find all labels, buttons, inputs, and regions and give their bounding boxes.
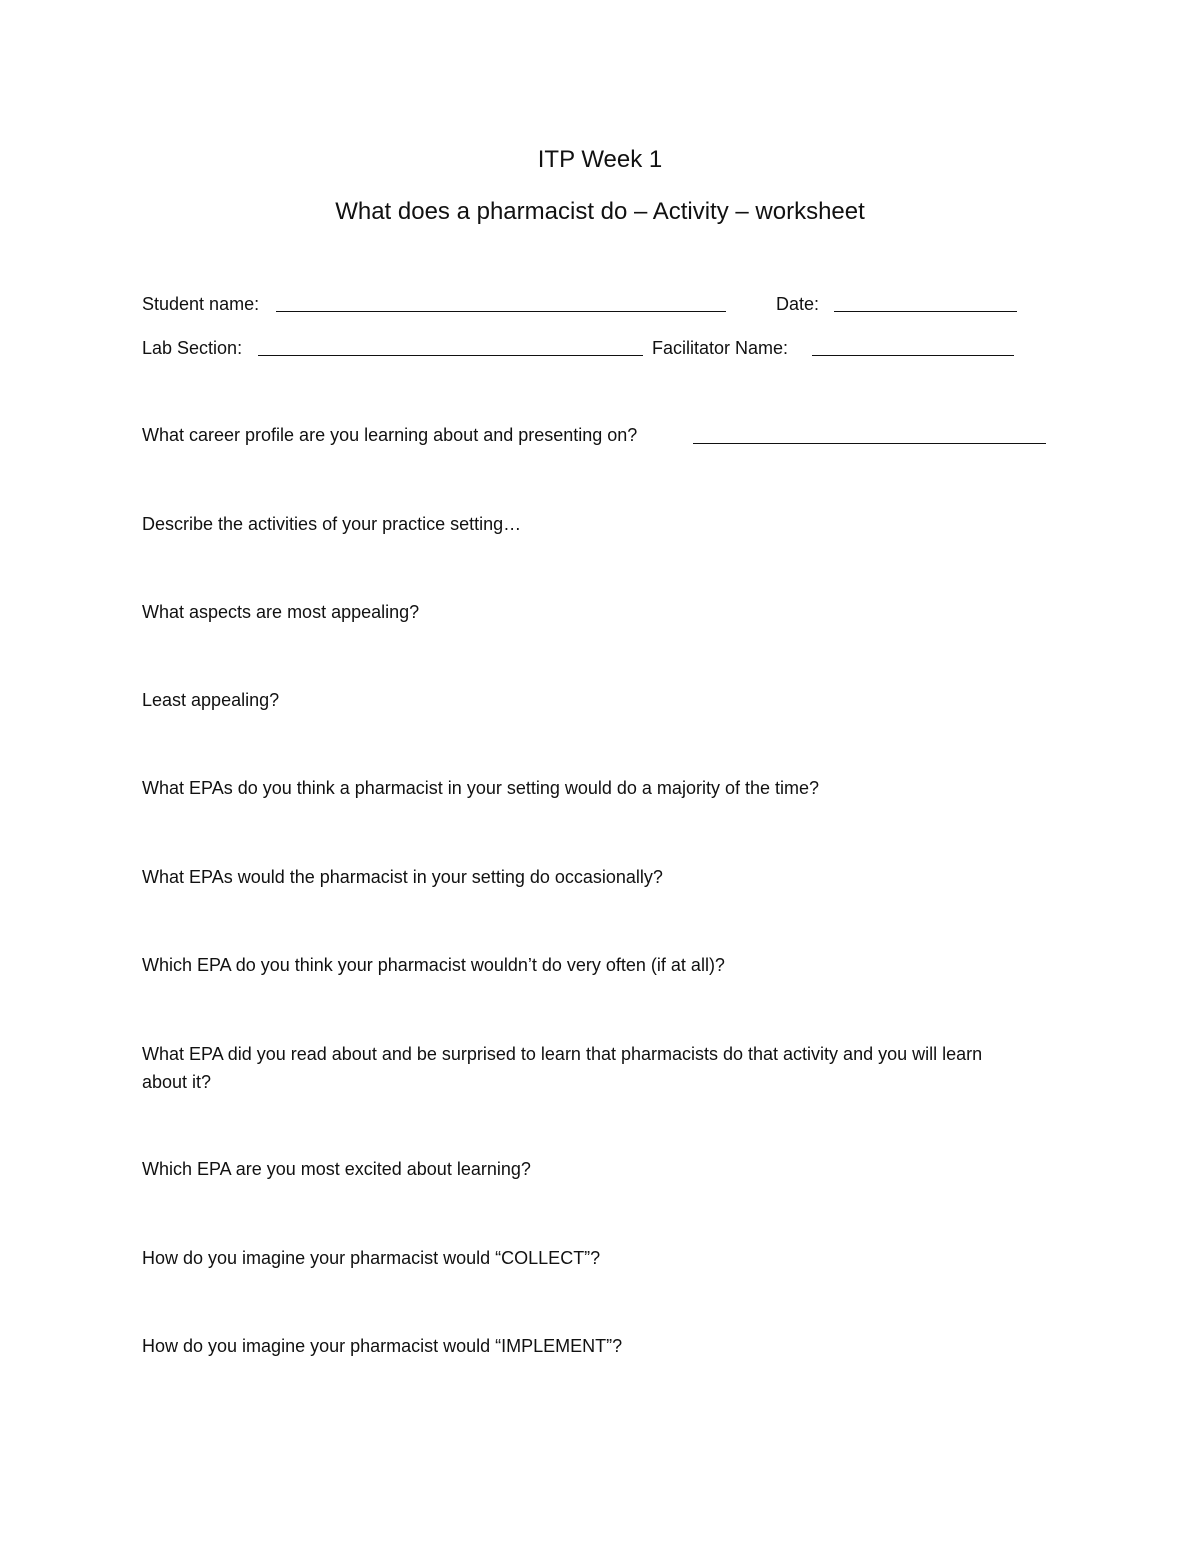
- question-epas-occasionally: What EPAs would the pharmacist in your setting do occasionally?: [142, 867, 663, 887]
- lab-facilitator-row: [142, 336, 1022, 360]
- facilitator-name-label: Facilitator Name:: [652, 338, 789, 358]
- question-implement: How do you imagine your pharmacist would “IMPLEMENT”?: [142, 1336, 623, 1356]
- page-subtitle: What does a pharmacist do – Activity – worksheet: [335, 198, 865, 225]
- lab-section-field[interactable]: [258, 355, 643, 356]
- question-epa-surprised: What EPA did you read about and be surprised to learn that pharmacists do that activity and you will learn about it?: [142, 1044, 983, 1092]
- date-field[interactable]: [834, 311, 1017, 312]
- student-name-label: Student name:: [142, 294, 260, 314]
- question-least-appealing: Least appealing?: [142, 690, 280, 710]
- question-collect: How do you imagine your pharmacist would “COLLECT”?: [142, 1248, 601, 1268]
- question-most-appealing: What aspects are most appealing?: [142, 602, 420, 622]
- question-epa-excited: Which EPA are you most excited about learning?: [142, 1159, 531, 1179]
- career-profile-answer-field[interactable]: [693, 443, 1046, 444]
- question-career-profile: What career profile are you learning about and presenting on?: [142, 425, 638, 445]
- student-name-field[interactable]: [276, 311, 726, 312]
- date-label: Date:: [776, 294, 820, 314]
- question-epas-majority: What EPAs do you think a pharmacist in your setting would do a majority of the time?: [142, 778, 819, 798]
- student-date-row: [142, 292, 1022, 316]
- lab-section-label: Lab Section:: [142, 338, 243, 358]
- facilitator-name-field[interactable]: [812, 355, 1014, 356]
- question-practice-activities: Describe the activities of your practice setting…: [142, 514, 522, 534]
- page-title: ITP Week 1: [537, 146, 663, 173]
- question-epa-rarely: Which EPA do you think your pharmacist wouldn’t do very often (if at all)?: [142, 955, 725, 975]
